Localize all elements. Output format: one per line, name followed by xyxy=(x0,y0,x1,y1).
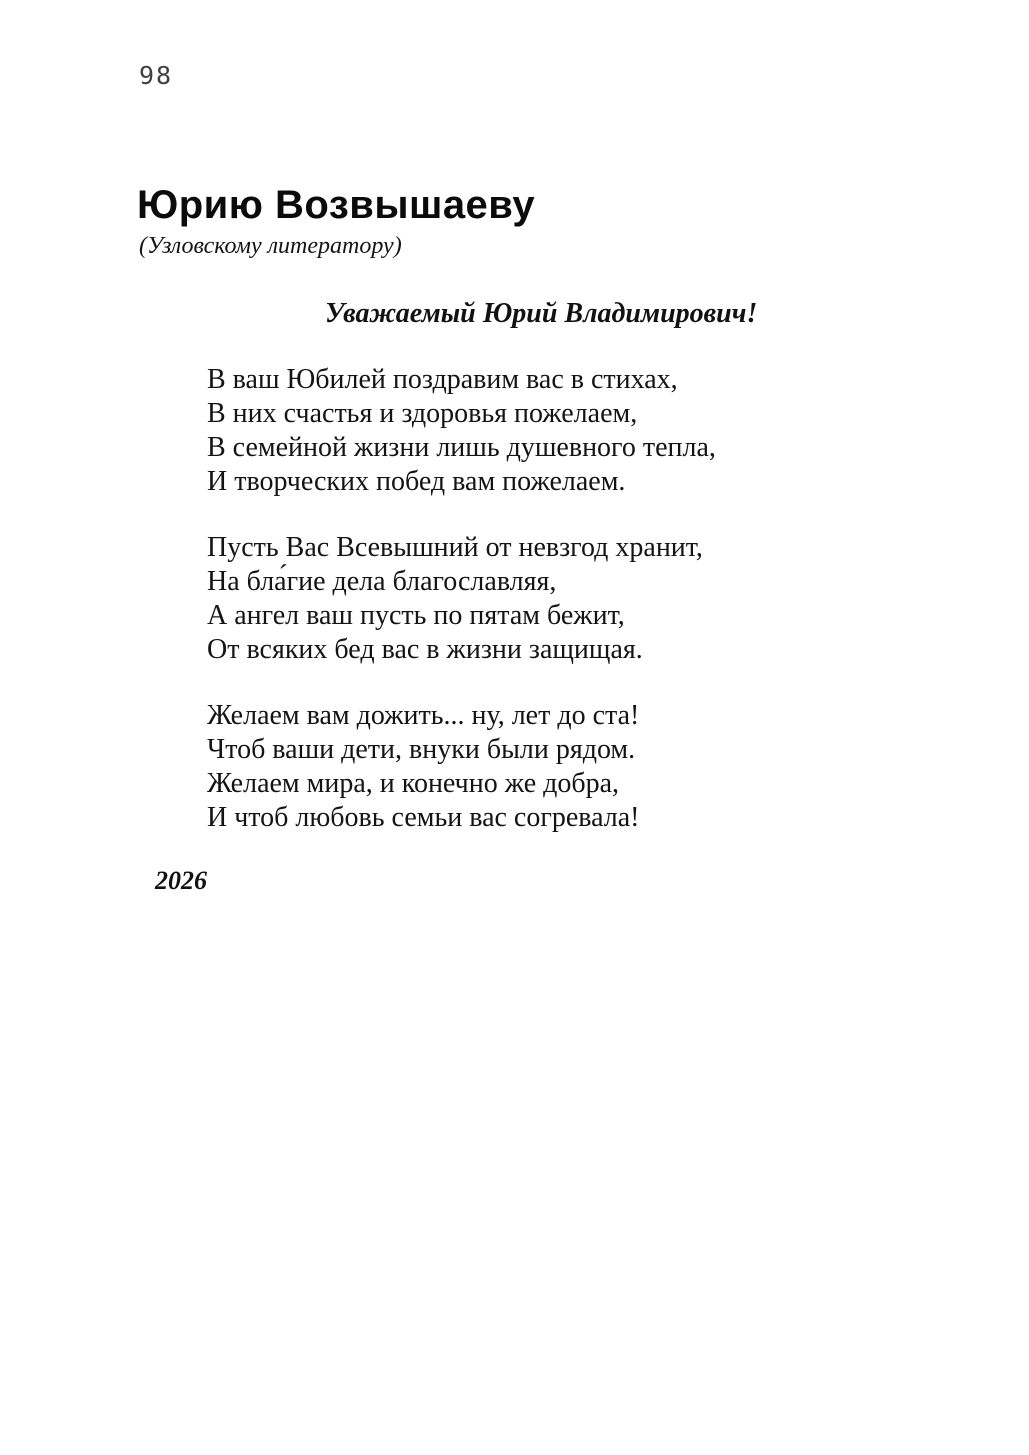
dedication-subtitle: (Узловскому литератору) xyxy=(139,233,402,259)
poem-line: На бла́гие дела благославляя, xyxy=(207,566,557,597)
poem-line: А ангел ваш пусть по пятам бежит, xyxy=(207,600,625,631)
poem-line: Желаем мира, и конечно же добра, xyxy=(207,768,620,799)
stanza-1 xyxy=(207,363,716,499)
stanza-3 xyxy=(207,699,716,835)
poem-line: Пусть Вас Всевышний от невзгод хранит, xyxy=(207,532,703,563)
stanza-2 xyxy=(207,531,716,667)
poem-line: И чтоб любовь семьи вас согревала! xyxy=(207,802,640,833)
salutation-line: Уважаемый Юрий Владимирович! xyxy=(325,298,758,329)
poem-line: Желаем вам дожить... ну, лет до ста! xyxy=(207,700,640,731)
poem-line: В них счастья и здоровья пожелаем, xyxy=(207,398,638,429)
poem-line: И творческих побед вам пожелаем. xyxy=(207,466,626,497)
poem-line: От всяких бед вас в жизни защищая. xyxy=(207,634,643,665)
page-number: 98 xyxy=(139,61,174,90)
year-signature: 2026 xyxy=(155,866,207,895)
page-title: Юрию Возвышаеву xyxy=(137,183,536,227)
poem-body xyxy=(207,363,716,867)
poem-line: Чтоб ваши дети, внуки были рядом. xyxy=(207,734,636,765)
poem-line: В ваш Юбилей поздравим вас в стихах, xyxy=(207,364,678,395)
poem-line: В семейной жизни лишь душевного тепла, xyxy=(207,432,716,463)
